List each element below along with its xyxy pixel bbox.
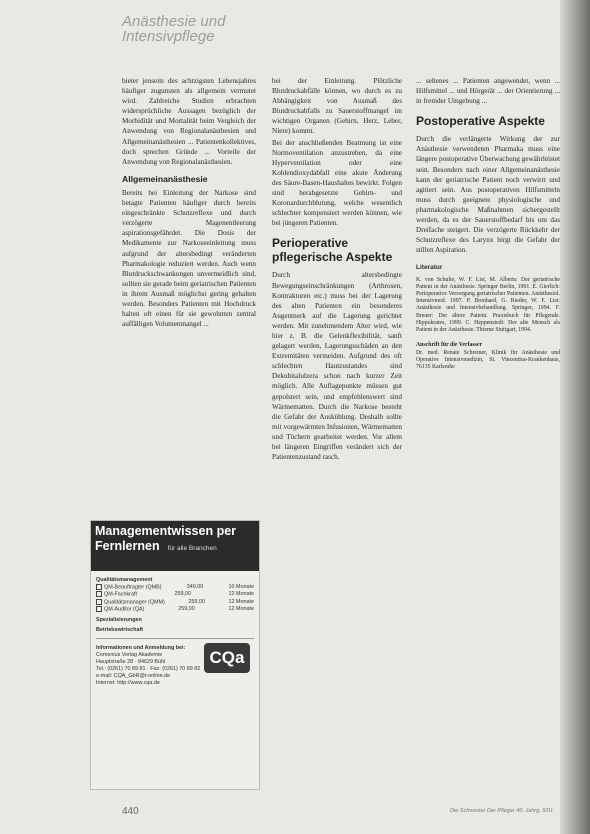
ad-address: Hauptstraße 28 · 84629 Bühl [96, 658, 166, 665]
header-line-2: Intensivpflege [122, 28, 215, 45]
ad-address: Comenius Verlag Akademie [96, 651, 163, 658]
ad-section: Qualitätsmanagement [96, 577, 153, 583]
page-gutter [560, 0, 590, 834]
ad-section: Spezialisierungen [96, 616, 142, 623]
column-1 [122, 76, 256, 330]
author-address-text: Dr. med. Renate Schreiner, Klinik für Anästhesie und Operative Intensivmedizin, St. Vincentius-Krankenhaus, 76135 Karlsruhe [416, 349, 560, 371]
section-heading: Perioperative pflegerische Aspekte [272, 236, 393, 265]
checkbox-icon [96, 584, 102, 590]
author-address [416, 342, 560, 372]
ad-course: QM-Auditor (QA) 259,00 12 Monate [96, 606, 254, 613]
ad-section: Betriebswirtschaft [96, 626, 144, 633]
ad-phone: Tel.: (0261) 70 89 81 · Fax: (0261) 70 89 82 [96, 665, 201, 672]
journal-footer: Die Schwester Der Pfleger 40. Jahrg. 5/01 [450, 808, 554, 814]
ad-course: QM-Fachkraft 259,00 12 Monate [96, 591, 254, 598]
checkbox-icon [96, 591, 102, 597]
header-line-1: Anästhesie und [122, 13, 226, 30]
author-address-title: Anschrift für die Verfasser [416, 342, 483, 349]
ad-subtitle: für alle Branchen [167, 545, 217, 552]
literature-list: K. von Schulte, W. F. List, M. Alberts: Der geriatrische Patient in der Anästhesie. Springer Berlin, 1991. E. Gierlich: Perioperative Versorgung geriatrischer Patienten. Anästhesiol. Intensivmed. 1997. P. Bomhard, G. Rieder, W. F. List: Anästhesie und Intensivbehandlung. Springer, 1994. F. Breuer: Der ältere Patient. Praxisbuch für Pflegende. Hippokrates, 1999. C. Heppenstedt: Der alte Mensch als Patient in der Anästhesie. Thieme Stuttgart, 1994. [416, 276, 560, 333]
ad-title: Managementwissen per [95, 524, 237, 538]
page-number: 440 [122, 806, 139, 817]
checkbox-icon [96, 599, 102, 605]
paragraph: Bereits bei Einleitung der Narkose sind betagte Patienten häufiger durch bereits eingeschränkte Schutzreflexe und durch verzögerte Magenentleerung aspirationsgefährdet. Die Dosis der Medikamente zur Narkoseeinleitung muss aufgrund der altersbedingt veränderten Pharmakologie reduziert werden. Auch wenn Blutdruckschwankungen unvermeidlich sind, sollten sie gerade beim geriatrischen Patienten in ihrem Ausmaß möglichst gering gehalten werden. Besonders Patienten mit Hochdruck halten oft einen für sie gewohnten zentral auffälligen Volumenmangel ... [122, 188, 256, 329]
paragraph: bieter jenseits des achtzigsten Lebensjahres häufiger zugunsten als allgemein vermutet wird. Zahlreiche Studien erbrachten widersprüchliche Aussagen bezüglich der Morbidität und Mortalität beim Vergleich der Anwendung von Regionalanästhesien und Allgemeinanästhesien ... Patientenkollektives, doch sprechen Gründe ... Vorteile der Anwendung von Regionalanästhesien. [122, 77, 256, 166]
column-3 [416, 76, 560, 372]
ad-course: Qualitätsmanager (QMM) 259,00 12 Monate [96, 599, 254, 606]
section-header [122, 14, 225, 44]
ad-email: e-mail: CQA_GbR@t-online.de [96, 672, 171, 679]
ad-course: QM-Beauftragter (QMB) 349,00 10 Monate [96, 584, 254, 591]
paragraph: ... seltenes ... Patienten angewendet, wenn ... Hilfsmittel ... und Hörgerät ... der Orientierung ... in fremder Umgebung ... [416, 77, 560, 106]
ad-body [91, 571, 259, 690]
ad-contact-title: Informationen und Anmeldung bei: [96, 644, 186, 651]
paragraph: Bei der anschließenden Beatmung ist eine Normoventilation anzustreben, da eine Hyperventilation oder eine Kohlendioxydabfall eine akute Änderung des Säure-Basen-Haushaltes bewirkt. Folgen sind herabgesetzte Gehirn- und Koronardurchblutung, welche wesentlich schlechter kompensiert werden können, wie bei jüngeren Patienten. [272, 138, 402, 228]
advertisement [90, 520, 260, 790]
section-heading: Allgemeinanästhesie [122, 173, 208, 184]
ad-title-2: Fernlernen [95, 539, 160, 553]
paragraph: bei der Einleitung. Plötzliche Blutdruckabfälle können, wo durch es zu Abhängigkeit von Ausmaß des Blutdruckabfalls zu Sauerstoffmangel im wichtigen Organen (Gehirn, Herz, Leber, Niere) kommt. [272, 77, 402, 136]
literature-heading: Literatur [416, 264, 443, 272]
cqa-logo: CQa [204, 643, 250, 673]
checkbox-icon [96, 606, 102, 612]
paragraph: Durch die verlängerte Wirkung der zur Anästhesie verwendeten Pharmaka muss eine längere postoperative Überwachung gewährleistet sein. Besonders nach einer Allgemeinanästhesie kann der geriatrische Patient noch verwirrt und agitiert sein. Aus postoperativen Hilfsmitteln muss durch geeignete physiologische und pharmakologische Maßnahmen sichergestellt werden, da es der Sauerstoffbedarf bis um das Dreifache steigert. Die verzögerte Rückkehr der Schutzreflexe des Larynx birgt die Gefahr der stillen Aspiration. [416, 135, 560, 255]
ad-website: Internet: http://www.cqa.de [96, 679, 160, 686]
column-2 [272, 76, 402, 463]
section-heading: Postoperative Aspekte [416, 114, 545, 129]
paragraph: Durch altersbedingte Bewegungseinschränkungen (Arthrosen, Kontrakturen etc.) muss bei der Lagerung des alten Patienten ein besonderes Augenmerk auf die Lagerung gerichtet werden. Mit zunehmendem Alter wird, wie hier z. B. die Gelenkflexibilität, sanft gelagert werden, Lagerungsschäden an den Extremitäten vermeiden. Aufgrund des oft schlechten Hautzustandes sind Dekubitalulzera schon nach kurzer Zeit möglich. Alle Auflagepunkte müssen gut gepolstert sein, und empfehlenswert sind Wärmematten. Durch die Narkose besteht die Gefahr der Auskühlung. Deshalb sollte mit vorgewärmten Infusionen, Wärmematten und Tüchern gearbeitet werden. Vor allem bei längeren Eingriffen verändert sich der Patientenzustand rasch. [272, 271, 402, 462]
ad-header [91, 521, 259, 571]
ad-contact [96, 638, 254, 687]
